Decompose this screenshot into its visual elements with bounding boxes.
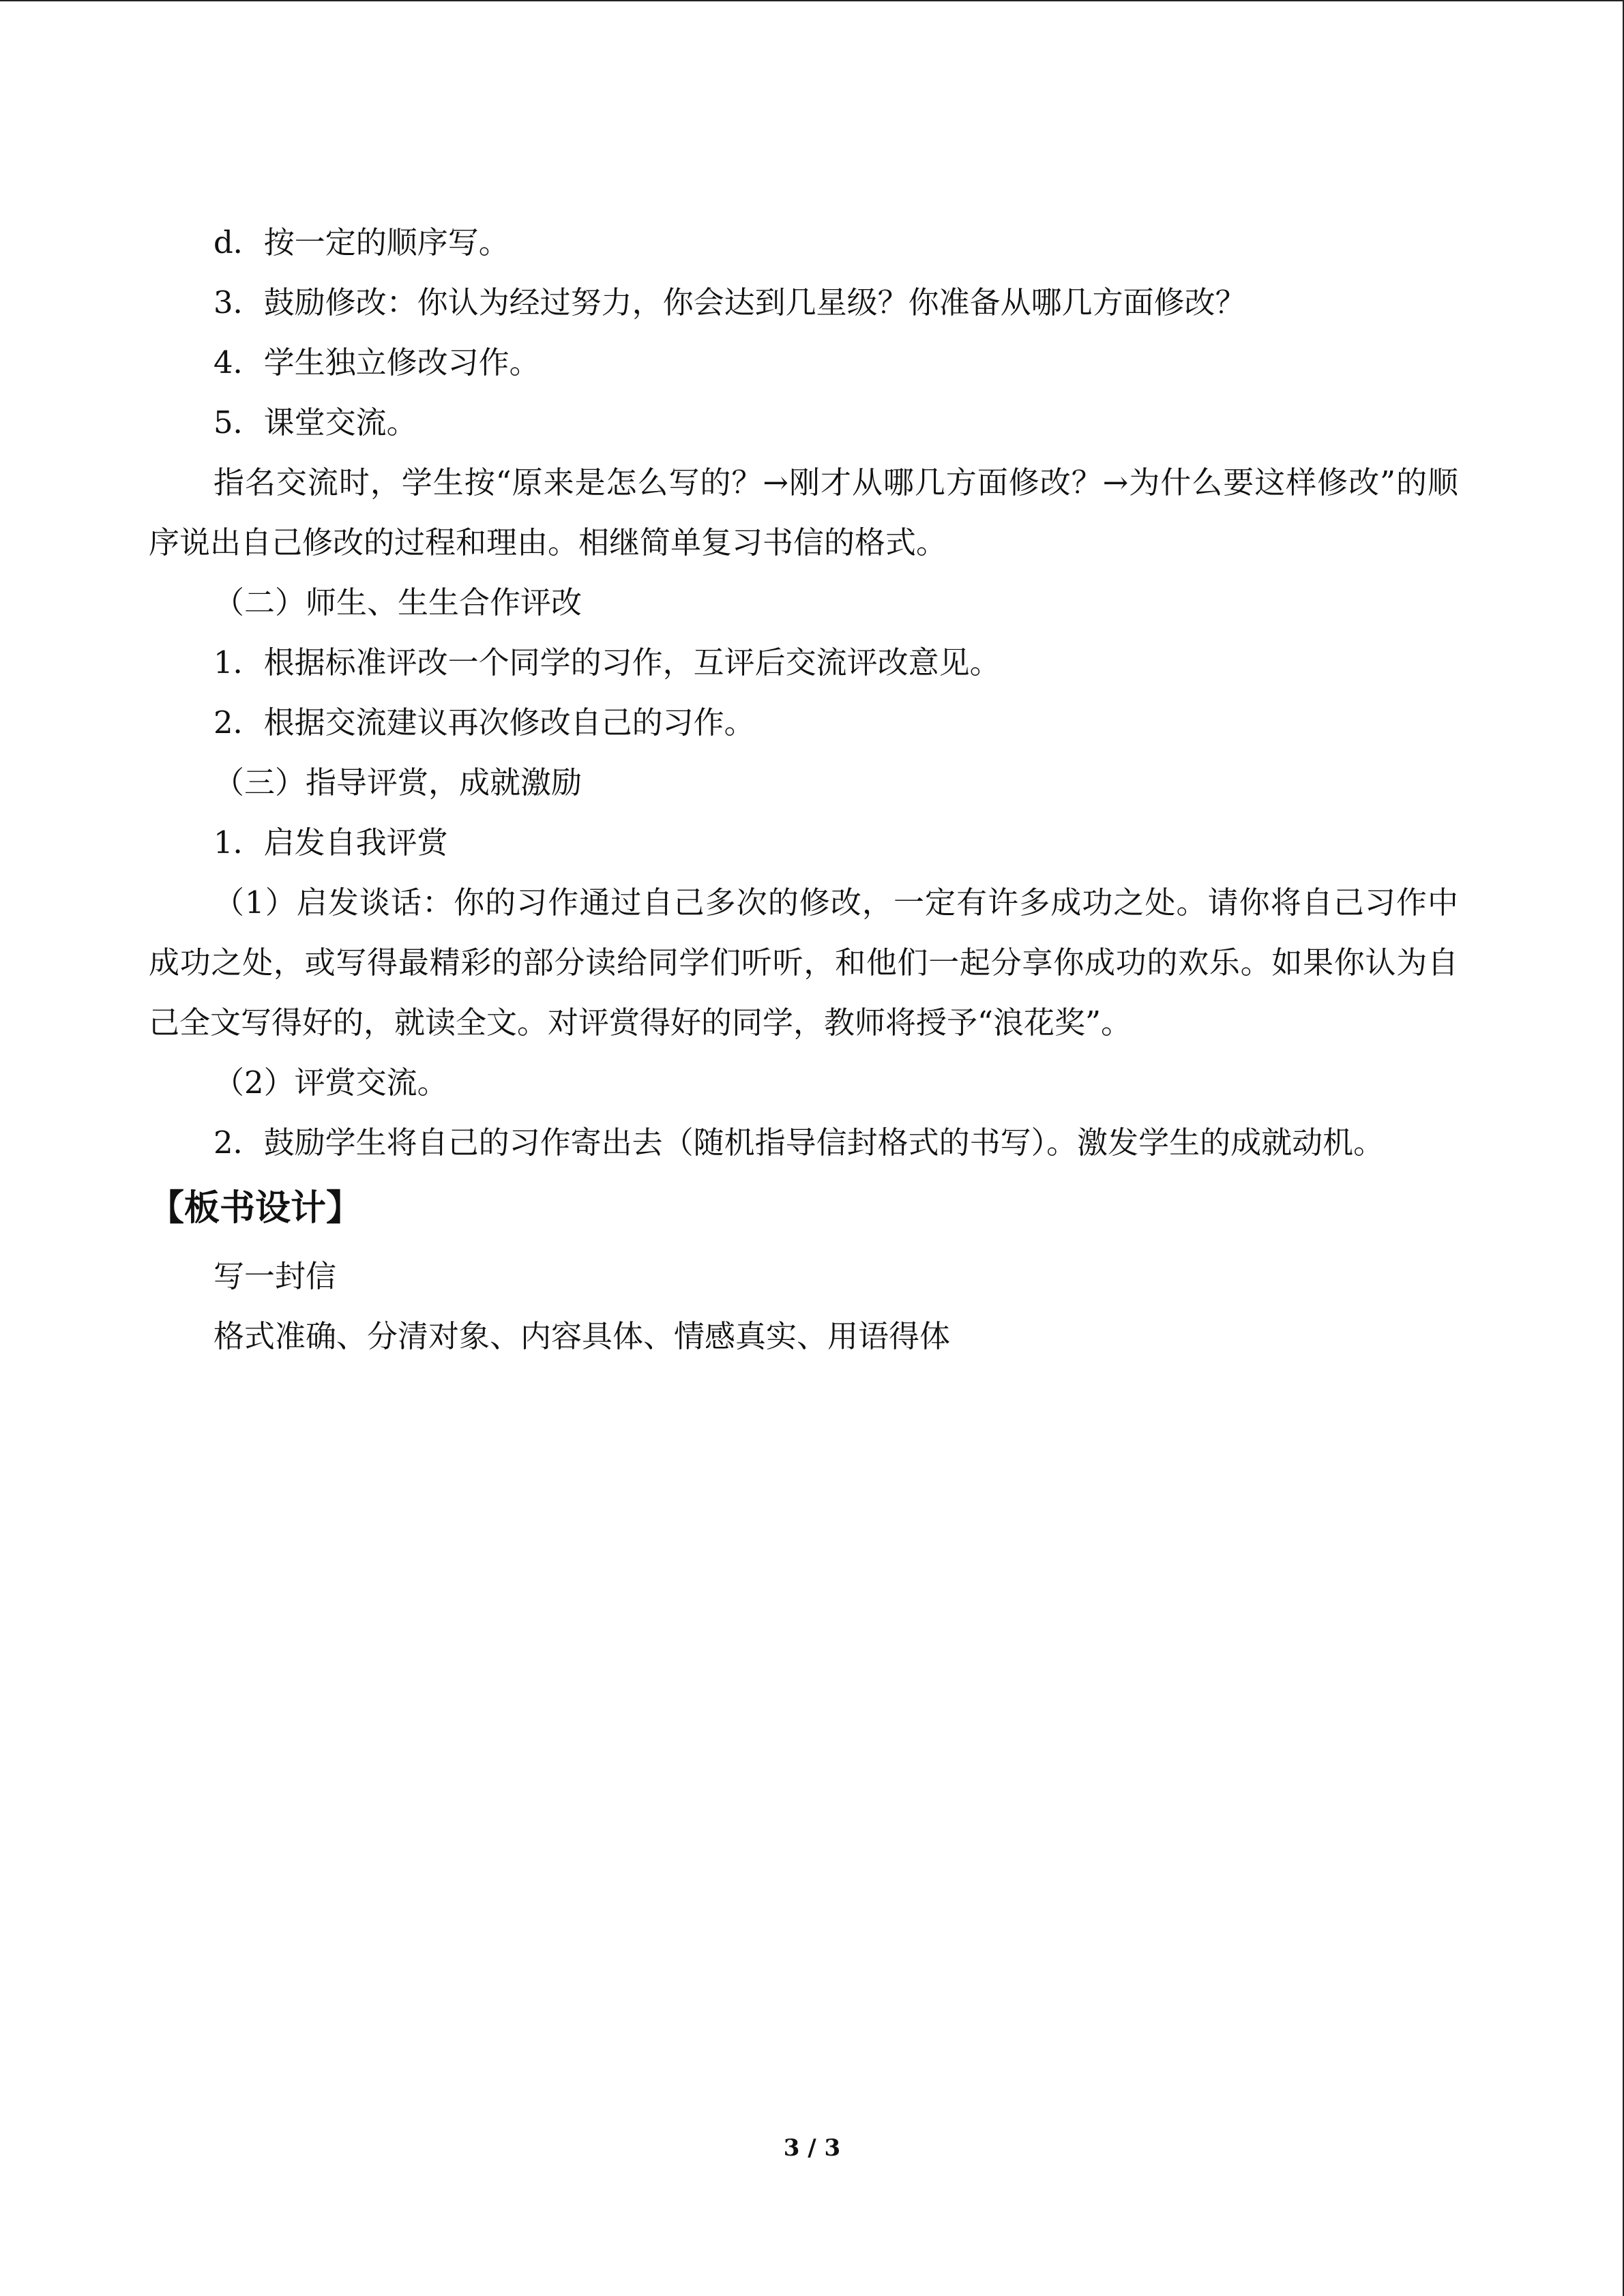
paragraph-item-d: d．按一定的顺序写。 [213,224,510,260]
paragraph-independent-revision: 4．学生独立修改习作。 [213,344,540,381]
page-number: 3 / 3 [783,2134,841,2162]
document-body [149,213,1458,1367]
board-title: 写一封信 [213,1258,337,1294]
paragraph-cooperative-revision: （二）师生、生生合作评改 [213,584,582,621]
paragraph-send-letters: 2．鼓励学生将自己的习作寄出去（随机指导信封格式的书写）。激发学生的成就动机。 [213,1124,1385,1161]
paragraph-class-exchange: 5．课堂交流。 [213,404,417,441]
section-heading-board-design: 【板书设计】 [149,1188,362,1229]
paragraph-revise-again: 2．根据交流建议再次修改自己的习作。 [213,704,755,741]
paragraph-encourage-revision: 3．鼓励修改：你认为经过努力，你会达到几星级？你准备从哪几方面修改？ [213,284,1246,320]
page-border-top [0,0,1624,1]
paragraph-inspiring-talk: （1）启发谈话：你的习作通过自己多次的修改，一定有许多成功之处。请你将自己习作中成功之处，或写得最精彩的部分读给同学们听听，和他们一起分享你成功的欢乐。如果你认为自己全文写得好的，就读全文。对评赏得好的同学，教师将授予“浪花奖”。 [149,884,1458,1041]
paragraph-self-appreciation: 1．启发自我评赏 [213,824,448,861]
board-points: 格式准确、分清对象、内容具体、情感真实、用语得体 [213,1318,951,1354]
paragraph-appreciation-exchange: （2）评赏交流。 [213,1064,448,1101]
paragraph-exchange-detail: 指名交流时，学生按“原来是怎么写的？→刚才从哪几方面修改？→为什么要这样修改”的顺序说出自己修改的过程和理由。相继简单复习书信的格式。 [149,464,1458,561]
paragraph-guided-appreciation: （三）指导评赏，成就激励 [213,764,582,801]
paragraph-peer-review: 1．根据标准评改一个同学的习作，互评后交流评改意见。 [213,644,1001,681]
